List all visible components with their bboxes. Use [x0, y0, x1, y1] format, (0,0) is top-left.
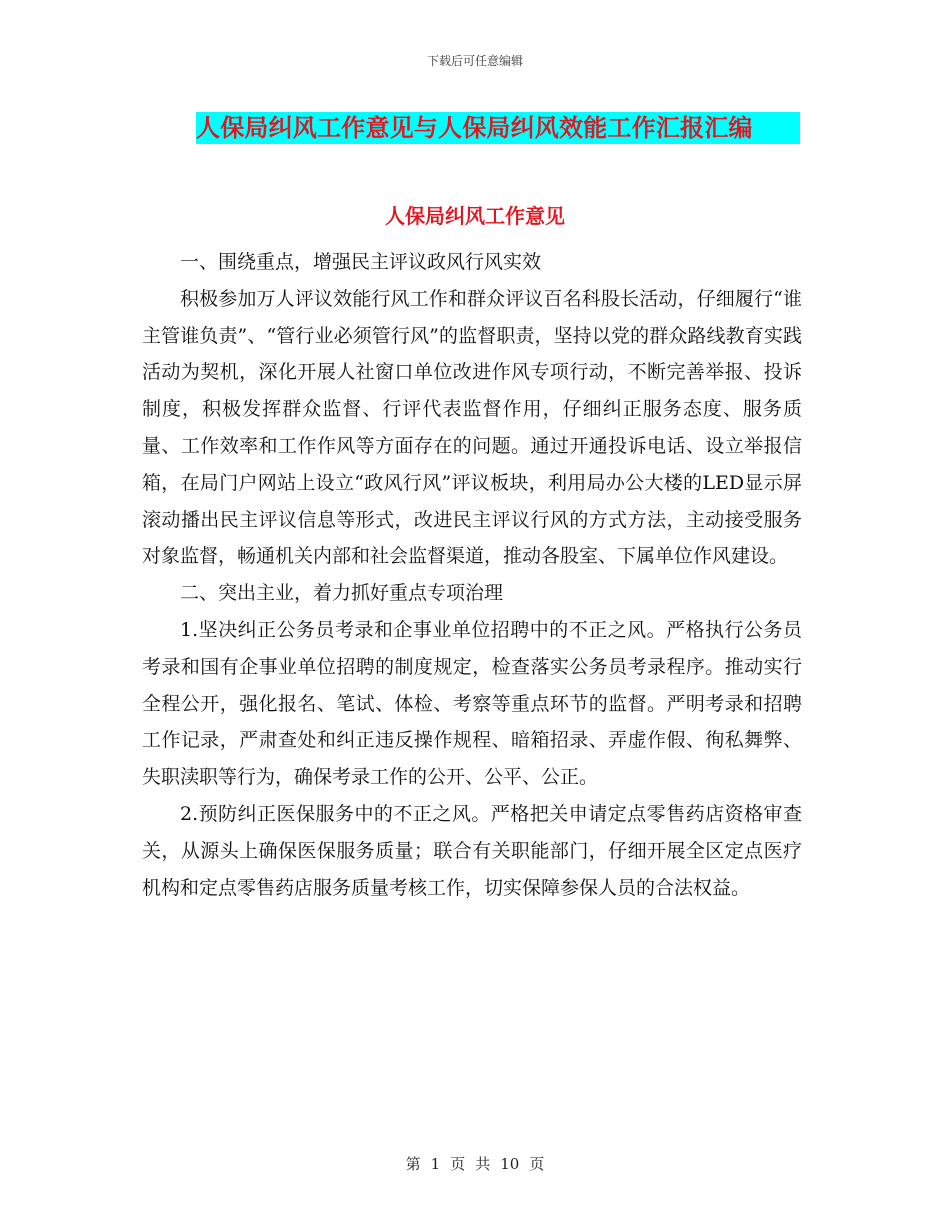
- footer-label-page: 第: [405, 1155, 421, 1173]
- body-paragraph-2: 1.坚决纠正公务员考录和企事业单位招聘中的不正之风。严格执行公务员考录和国有企事业单位招聘的制度规定，检查落实公务员考录程序。推动实行全程公开，强化报名、笔试、体检、考察等重点环节的监督。严明考录和招聘工作记录，严肃查处和纠正违反操作规程、暗箱招录、弄虚作假、徇私舞弊、失职渎职等行为，确保考录工作的公开、公平、公正。: [142, 618, 802, 789]
- section-title: 人保局纠风工作意见: [385, 204, 565, 228]
- page-header-note: 下载后可任意编辑: [426, 54, 523, 68]
- document-body: [142, 244, 802, 906]
- footer-label-total-unit: 页: [529, 1155, 545, 1173]
- page-number: 1: [430, 1155, 441, 1173]
- document-title: 人保局纠风工作意见与人保局纠风效能工作汇报汇编: [196, 112, 800, 144]
- total-pages: 10: [500, 1155, 520, 1173]
- footer-label-total: 共: [475, 1155, 491, 1173]
- heading-paragraph-2: 二、突出主业，着力抓好重点专项治理: [180, 582, 504, 605]
- body-paragraph-3: 2.预防纠正医保服务中的不正之风。严格把关申请定点零售药店资格审查关，从源头上确保医保服务质量；联合有关职能部门，仔细开展全区定点医疗机构和定点零售药店服务质量考核工作，切实保障参保人员的合法权益。: [142, 802, 802, 899]
- body-paragraph-1: 积极参加万人评议效能行风工作和群众评议百名科股长活动，仔细履行“谁主管谁负责”、“管行业必须管行风”的监督职责，坚持以党的群众路线教育实践活动为契机，深化开展人社窗口单位改进作风专项行动，不断完善举报、投诉制度，积极发挥群众监督、行评代表监督作用，仔细纠正服务态度、服务质量、工作效率和工作作风等方面存在的问题。通过开通投诉电话、设立举报信箱，在局门户网站上设立“政风行风”评议板块，利用局办公大楼的LED显示屏滚动播出民主评议信息等形式，改进民主评议行风的方式方法，主动接受服务对象监督，畅通机关内部和社会监督渠道，推动各股室、下属单位作风建设。: [142, 287, 802, 568]
- page-footer: [0, 1153, 950, 1174]
- heading-paragraph-1: 一、围绕重点，增强民主评议政风行风实效: [180, 251, 542, 273]
- footer-label-page-unit: 页: [450, 1155, 466, 1173]
